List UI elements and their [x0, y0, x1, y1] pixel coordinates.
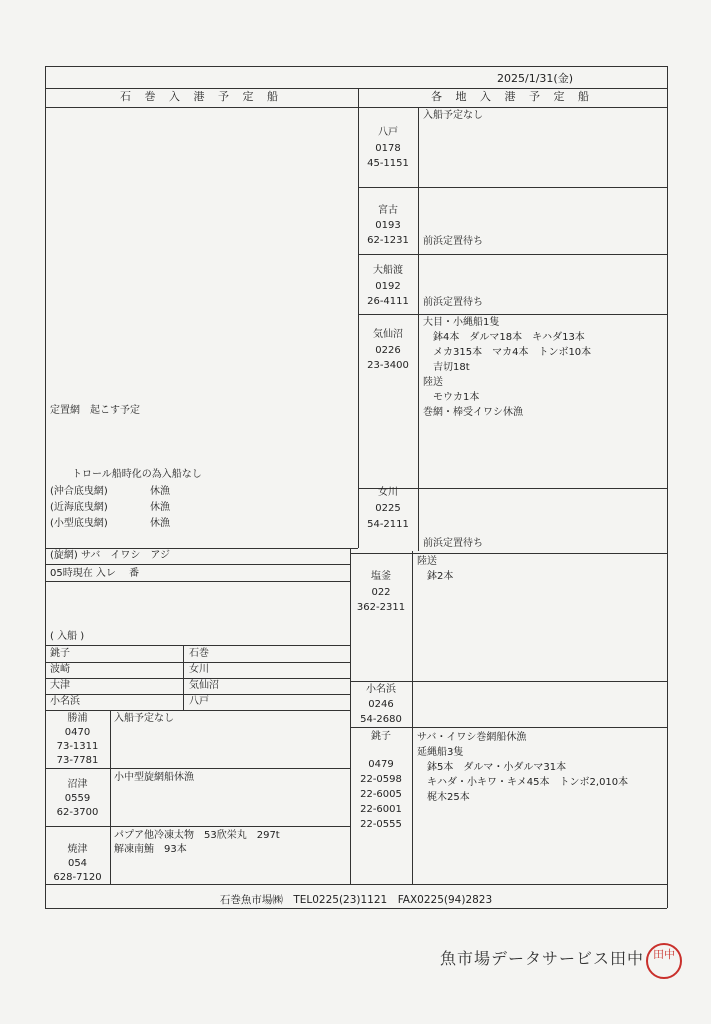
port-phone: 45-1151	[367, 158, 409, 169]
port-phone: 62-1231	[367, 235, 409, 246]
port-phone: 054	[67, 858, 88, 869]
port-info: 鉢2本	[417, 571, 454, 582]
port-phone: 54-2111	[367, 519, 409, 530]
port-name: 焼津	[67, 844, 88, 855]
port-phone: 22-0598	[360, 774, 402, 785]
port-info: 梶木25本	[417, 792, 470, 803]
port-phone: 022	[371, 587, 391, 598]
arrival-to: 石巻	[189, 648, 209, 659]
ishinomaki-header: 石 巻 入 港 予 定 船	[120, 90, 283, 103]
port-info: 巻網・棒受イワシ休漁	[423, 407, 523, 418]
port-info: 鉢5本 ダルマ・小ダルマ31本	[417, 762, 567, 773]
port-info: キハダ・小キワ・キメ45本 トンボ2,010本	[417, 777, 629, 788]
trawl-status: 休漁	[150, 518, 170, 529]
trawl-label: (近海底曳網)	[50, 502, 108, 513]
trawl-status: 休漁	[150, 502, 170, 513]
port-phone: 0479	[368, 759, 394, 770]
port-name: 小名浜	[366, 684, 396, 695]
port-info: 入船予定なし	[423, 110, 483, 121]
port-info: 陸送	[417, 556, 437, 567]
port-phone: 62-3700	[56, 807, 99, 818]
port-phone: 0178	[375, 143, 401, 154]
port-phone: 22-6001	[360, 804, 402, 815]
port-phone: 22-6005	[360, 789, 402, 800]
port-phone: 73-1311	[56, 741, 99, 752]
arrival-from: 銚子	[50, 648, 70, 659]
port-name: 銚子	[371, 731, 391, 742]
port-phone: 362-2311	[356, 602, 406, 613]
trawl-label: (沖合底曳網)	[50, 486, 108, 497]
port-name: 八戸	[378, 127, 398, 138]
port-info: 吉切18t	[423, 362, 470, 373]
port-info: メカ315本 マカ4本 トンボ10本	[423, 347, 592, 358]
port-info: 前浜定置待ち	[423, 297, 483, 308]
port-info: 前浜定置待ち	[423, 538, 483, 549]
port-phone: 73-7781	[56, 755, 99, 766]
port-info: 小中型旋網船休漁	[114, 772, 194, 783]
port-info: 解凍南鮪 93本	[114, 844, 187, 855]
trawl-label: (小型底曳網)	[50, 518, 108, 529]
port-info: パプア他冷凍太物 53欣栄丸 297t	[114, 830, 280, 841]
port-phone: 0559	[64, 793, 91, 804]
arrival-to: 気仙沼	[189, 680, 219, 691]
port-info: 前浜定置待ち	[423, 236, 483, 247]
port-phone: 0193	[375, 220, 401, 231]
footer-contact: 石巻魚市場㈱ TEL0225(23)1121 FAX0225(94)2823	[219, 894, 493, 906]
arrival-to: 女川	[189, 664, 209, 675]
port-info: 延縄船3隻	[417, 747, 464, 758]
port-name: 宮古	[378, 205, 398, 216]
port-phone: 0470	[64, 727, 91, 738]
port-info: 入船予定なし	[114, 713, 174, 724]
port-info: サバ・イワシ巻網船休漁	[417, 732, 527, 743]
port-info: 大目・小縄船1隻	[423, 317, 500, 328]
port-phone: 26-4111	[367, 296, 409, 307]
port-phone: 54-2680	[360, 714, 402, 725]
port-phone: 0246	[368, 699, 394, 710]
regional-header: 各 地 入 港 予 定 船	[431, 90, 594, 103]
report-date: 2025/1/31(金)	[497, 72, 573, 85]
trawl-status: 休漁	[150, 486, 170, 497]
port-phone: 22-0555	[360, 819, 402, 830]
trawl-note: トロール船時化の為入船なし	[72, 469, 202, 480]
arrival-from: 小名浜	[50, 696, 80, 707]
port-name: 塩釜	[371, 571, 391, 582]
arrival-to: 八戸	[189, 696, 209, 707]
port-info: 鉢4本 ダルマ18本 キハダ13本	[423, 332, 585, 343]
port-info: 陸送	[423, 377, 443, 388]
port-name: 沼津	[67, 779, 88, 790]
signature: 魚市場データサービス田中	[440, 949, 645, 968]
port-phone: 23-3400	[367, 360, 409, 371]
port-name: 大船渡	[373, 265, 403, 276]
arrival-from: 大津	[50, 680, 70, 691]
teichi-note: 定置網 起こす予定	[50, 405, 140, 416]
makiami-row: (旋網) サバ イワシ アジ	[50, 550, 170, 561]
port-name: 気仙沼	[373, 329, 403, 340]
arrival-from: 波崎	[50, 664, 70, 675]
port-phone: 0192	[375, 281, 401, 292]
current-status: 05時現在 入レ 番	[50, 568, 140, 579]
port-name: 勝浦	[67, 713, 88, 724]
port-phone: 0225	[375, 503, 401, 514]
seal-stamp: 田中	[646, 943, 682, 979]
port-info: モウカ1本	[423, 392, 480, 403]
port-phone: 628-7120	[53, 872, 102, 883]
port-name: 女川	[378, 487, 398, 498]
arrivals-label: ( 入船 )	[50, 631, 85, 642]
port-phone: 0226	[375, 345, 401, 356]
